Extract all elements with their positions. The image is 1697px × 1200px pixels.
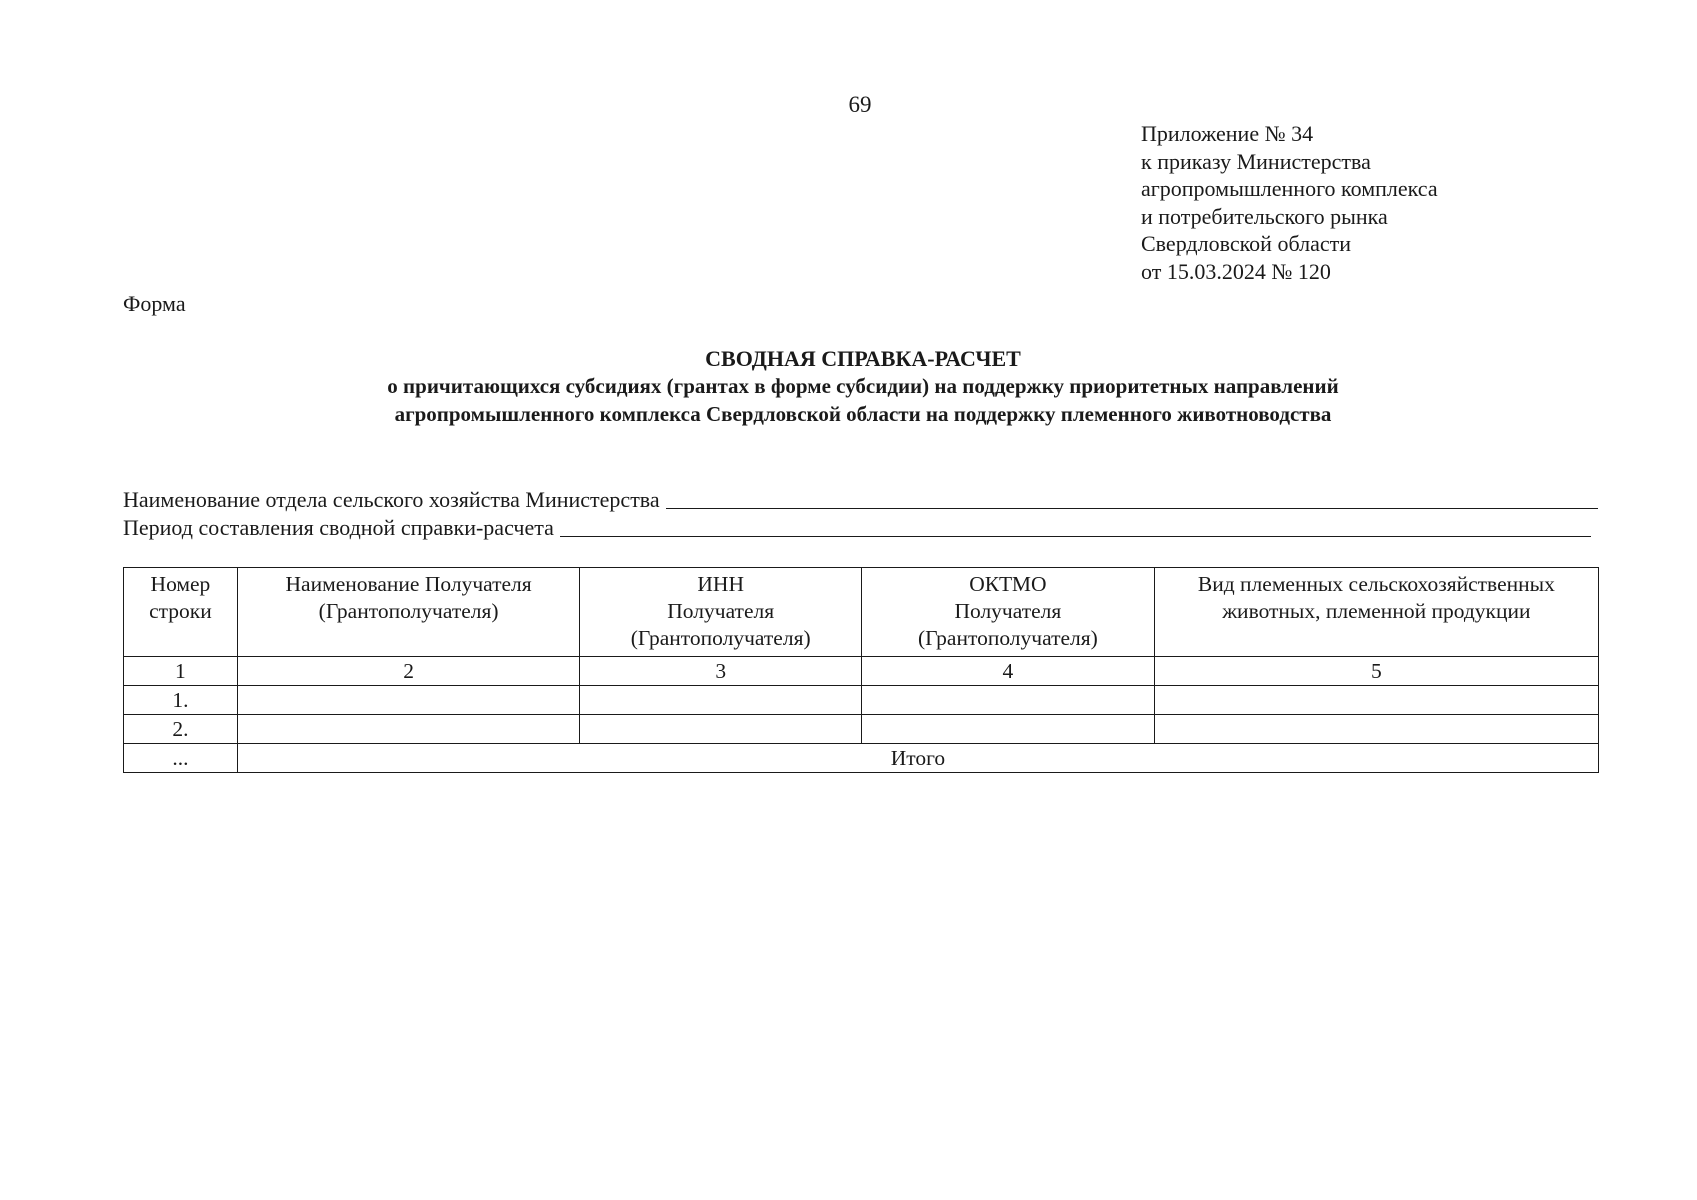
header-text: строки bbox=[149, 599, 212, 623]
table-cell[interactable] bbox=[862, 686, 1155, 715]
header-row bbox=[124, 568, 1599, 657]
column-number-cell: 3 bbox=[580, 657, 862, 686]
total-label-cell: Итого bbox=[237, 744, 1598, 773]
table-cell[interactable] bbox=[1154, 715, 1598, 744]
column-number-row bbox=[124, 657, 1599, 686]
appendix-line: к приказу Министерства bbox=[1141, 148, 1371, 174]
row-number-cell: 1. bbox=[124, 686, 238, 715]
title-main: СВОДНАЯ СПРАВКА-РАСЧЕТ bbox=[705, 346, 1021, 371]
table-cell[interactable] bbox=[1154, 686, 1598, 715]
column-number-cell: 4 bbox=[862, 657, 1155, 686]
appendix-block bbox=[1141, 120, 1438, 286]
header-text: ОКТМО bbox=[969, 572, 1047, 596]
header-text: ИНН bbox=[697, 572, 744, 596]
appendix-line: и потребительского рынка bbox=[1141, 203, 1388, 229]
title-subtitle-line: агропромышленного комплекса Свердловской области на поддержку племенного животноводства bbox=[394, 401, 1332, 426]
header-text: (Грантополучателя) bbox=[630, 626, 811, 650]
table-cell[interactable] bbox=[237, 686, 580, 715]
table-row bbox=[124, 686, 1599, 715]
header-text: (Грантополучателя) bbox=[917, 626, 1098, 650]
department-label: Наименование отдела сельского хозяйства Министерства bbox=[123, 487, 660, 512]
header-text: Вид племенных сельскохозяйственных bbox=[1197, 572, 1555, 596]
department-field bbox=[123, 487, 1598, 513]
period-label: Период составления сводной справки-расчета bbox=[123, 515, 554, 540]
header-breeding-type bbox=[1154, 568, 1598, 657]
summary-table bbox=[123, 567, 1599, 773]
appendix-line: агропромышленного комплекса bbox=[1141, 176, 1438, 202]
table-cell[interactable] bbox=[862, 715, 1155, 744]
total-row bbox=[124, 744, 1599, 773]
column-number-cell: 2 bbox=[237, 657, 580, 686]
header-text: Получателя bbox=[954, 599, 1062, 623]
table-cell[interactable] bbox=[237, 715, 580, 744]
period-blank-line[interactable] bbox=[560, 536, 1591, 537]
column-number-cell: 1 bbox=[124, 657, 238, 686]
header-text: животных, племенной продукции bbox=[1222, 599, 1531, 623]
column-number-cell: 5 bbox=[1154, 657, 1598, 686]
header-text: (Грантополучателя) bbox=[318, 599, 499, 623]
table-row bbox=[124, 715, 1599, 744]
page-number: 69 bbox=[848, 92, 872, 117]
header-recipient-name bbox=[237, 568, 580, 657]
header-text: Номер bbox=[150, 572, 211, 596]
title-subtitle-line: о причитающихся субсидиях (грантах в форме субсидии) на поддержку приоритетных направлений bbox=[387, 374, 1339, 398]
appendix-line: от 15.03.2024 № 120 bbox=[1141, 258, 1331, 284]
table-cell[interactable] bbox=[580, 686, 862, 715]
header-oktmo bbox=[862, 568, 1155, 657]
document-title bbox=[123, 345, 1603, 428]
header-row-number bbox=[124, 568, 238, 657]
period-field bbox=[123, 515, 1591, 541]
appendix-line: Приложение № 34 bbox=[1141, 121, 1314, 146]
row-number-cell: ... bbox=[124, 744, 238, 773]
form-label: Форма bbox=[123, 291, 186, 316]
table-cell[interactable] bbox=[580, 715, 862, 744]
header-inn bbox=[580, 568, 862, 657]
department-blank-line[interactable] bbox=[666, 508, 1598, 509]
header-text: Получателя bbox=[667, 599, 775, 623]
row-number-cell: 2. bbox=[124, 715, 238, 744]
appendix-line: Свердловской области bbox=[1141, 231, 1351, 257]
header-text: Наименование Получателя bbox=[285, 572, 532, 596]
